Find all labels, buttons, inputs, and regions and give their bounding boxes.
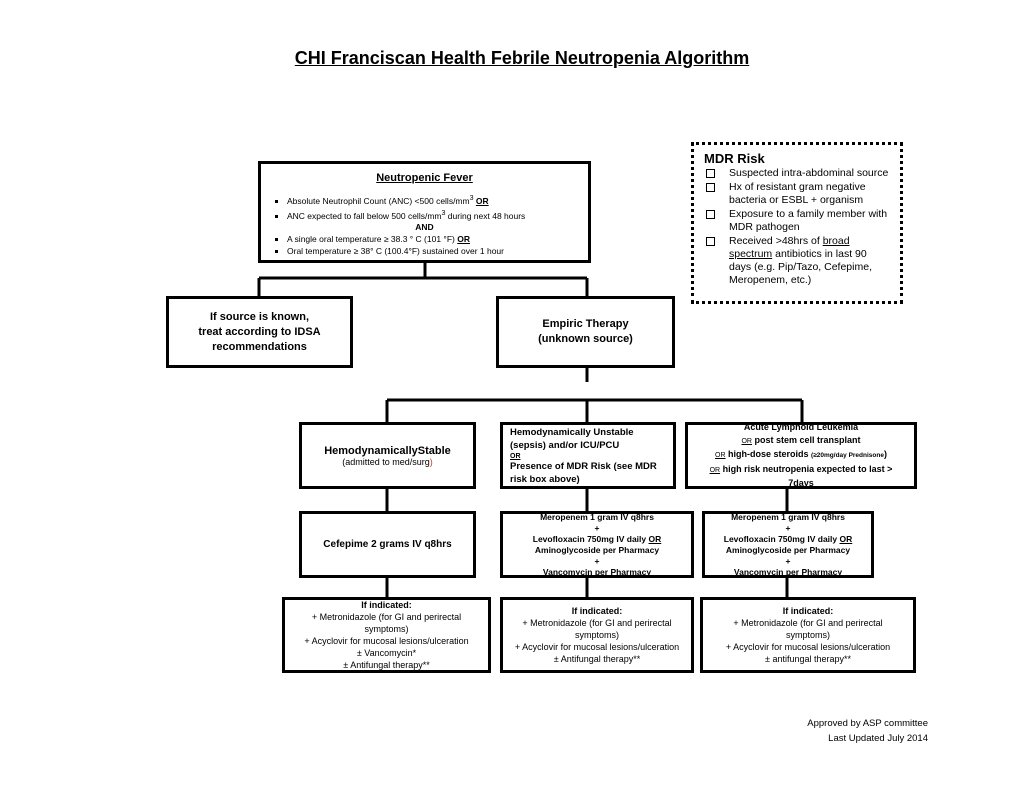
mdr-risk-box (691, 142, 903, 304)
criteria-item-single-temp: ▪ A single oral temperature ≥ 38.3 ° C (101 °F) OR (287, 233, 580, 245)
criteria-item-anc-expected: ▪ ANC expected to fall below 500 cells/$mm^3$ during next 48 hours (287, 207, 580, 222)
criteria-item-sustained-temp: ▪ Oral temperature ≥ 38° C (100.4°F) sustained over 1 hour (287, 245, 580, 257)
checkbox-icon (706, 183, 715, 192)
acute-lymphoid-leukemia-box: Acute Lymphoid Leukemia OR post stem cell transplant OR high-dose steroids (≥20mg/day Prednisone) OR high risk neutropenia expected to last > 7days (685, 422, 917, 489)
if-indicated-all-box: If indicated: + Metronidazole (for GI and perirectal symptoms) + Acyclovir for mucosal lesions/ulceration ± antifungal therapy** (700, 597, 916, 673)
approved-note: Approved by ASP committee (807, 718, 928, 729)
mdr-item-intra-abdominal: Suspected intra-abdominal source (704, 167, 890, 180)
last-updated-note: Last Updated July 2014 (828, 733, 928, 744)
if-indicated-stable-box: If indicated: + Metronidazole (for GI and perirectal symptoms) + Acyclovir for mucosal lesions/ulceration ± Vancomycin* ± Antifungal therapy** (282, 597, 491, 673)
regimen-unstable-box: Meropenem 1 gram IV q8hrs + Levofloxacin 750mg IV daily OR Aminoglycoside per Pharmacy + Vancomycin per Pharmacy (500, 511, 694, 578)
and-label: AND (415, 221, 434, 232)
mdr-item-resistant-gram-negative: Hx of resistant gram negative bacteria or ESBL + organism (704, 181, 890, 207)
hemodynamically-stable-box: HemodynamicallyStable (admitted to med/surg) (299, 422, 476, 489)
neutropenic-fever-criteria (269, 192, 580, 222)
source-known-box: If source is known, treat according to IDSA recommendations (166, 296, 353, 368)
criteria-item-anc: ▪ Absolute Neutrophil Count (ANC) <500 cells/$mm^3$ OR (287, 192, 580, 207)
if-indicated-unstable-box: If indicated: + Metronidazole (for GI and perirectal symptoms) + Acyclovir for mucosal lesions/ulceration ± Antifungal therapy** (500, 597, 694, 673)
checkbox-icon (706, 210, 715, 219)
checkbox-icon (706, 237, 715, 246)
regimen-all-box: Meropenem 1 gram IV q8hrs + Levofloxacin 750mg IV daily OR Aminoglycoside per Pharmacy + Vancomycin per Pharmacy (702, 511, 874, 578)
mdr-item-broad-spectrum: Received >48hrs of broad spectrum antibiotics in last 90 days (e.g. Pip/Tazo, Cefepime, Meropenem, etc.) (704, 235, 890, 287)
hemodynamically-unstable-box: Hemodynamically Unstable (sepsis) and/or ICU/PCU OR Presence of MDR Risk (see MDR risk box above) (500, 422, 676, 489)
mdr-item-family-exposure: Exposure to a family member with MDR pathogen (704, 208, 890, 234)
neutropenic-fever-box (258, 161, 591, 263)
mdr-risk-heading: MDR Risk (704, 151, 765, 166)
cefepime-box: Cefepime 2 grams IV q8hrs (299, 511, 476, 578)
neutropenic-fever-heading: Neutropenic Fever (376, 172, 473, 184)
empiric-therapy-box: Empiric Therapy (unknown source) (496, 296, 675, 368)
page-title: CHI Franciscan Health Febrile Neutropenia Algorithm (294, 48, 750, 68)
checkbox-icon (706, 169, 715, 178)
neutropenic-fever-temperature (269, 233, 580, 257)
